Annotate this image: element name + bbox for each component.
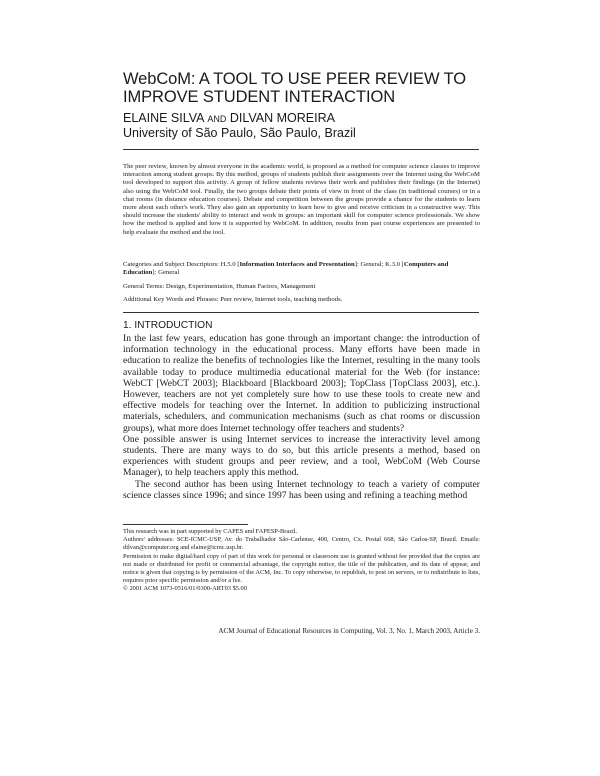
category-bold-2: Computers and Education xyxy=(123,261,449,277)
abstract-divider xyxy=(123,312,479,313)
paragraph-2: One possible answer is using Internet services to increase the interactivity level among students. There are many ways to do so, but this article presents a method, based on experiences with student groups and peer review, and a tool, WebCoM (Web Course Manager), to help teachers apply this method. xyxy=(123,433,480,479)
categories-tail: ]: General xyxy=(152,269,180,277)
abstract xyxy=(123,163,480,237)
categories-descriptors xyxy=(123,261,480,277)
abstract-text: The peer review, known by almost everyone in the academic world, is proposed as a method for computer science classes to improve interaction among student groups. By this method, groups of students publish their assignments over the Internet using the WebCoM tool developed to support this activity. A group of fellow students reviews their work and publishes their findings (in the Internet) also using the WebCoM tool. Finally, the two groups debate their points of view in front of the class (in traditional courses) or in a chat rooms (in distance education courses). Debate and competition between the groups provide a chance for the students to learn more about each other's work. They also gain an opportunity to learn how to give and receive criticism in a constructive way. This should increase the students' ability to interact and work in groups: an important skill for computer science professionals. We show how the method is applied and how it is supported by WebCoM. In addition, results from past course experiences are presented to help evaluate the method and the tool. xyxy=(123,163,480,236)
keywords: Additional Key Words and Phrases: Peer review, Internet tools, teaching methods. xyxy=(123,296,343,303)
paper-title xyxy=(123,70,483,106)
footnote-permission: Permission to make digital/hard copy of part of this work for personal or classroom use is granted without fee provided that the copies are not made or distributed for profit or commercial advantage, the copyright notice, the title of the publication, and its date of appear, and notice is given that copying is by permission of the ACM, Inc. To copy otherwise, to republish, to post on servers, or to redistribute to lists, requires prior specific permission and/or a fee. xyxy=(123,552,480,585)
paragraph-3: The second author has been using Internet technology to teach a variety of computer science classes since 1996; and since 1997 has been using and refining a teaching method xyxy=(123,478,480,501)
categories-lead: Categories and Subject Descriptors: H.5.0 [ xyxy=(123,261,240,268)
journal-citation: ACM Journal of Educational Resources in Computing, Vol. 3, No. 1, March 2003, Article 3. xyxy=(218,627,480,635)
footnote-copyright: © 2001 ACM 1073-0516/01/0300-ART03 $5.00 xyxy=(123,585,247,593)
general-terms: General Terms: Design, Experimentation, Human Factors, Management xyxy=(123,283,316,290)
categories-mid: ]: General; K.3.0 [ xyxy=(354,261,404,268)
category-bold-1: Information Interfaces and Presentation xyxy=(239,261,355,268)
title-divider xyxy=(123,149,479,150)
body-text xyxy=(123,333,480,501)
footnotes xyxy=(123,528,480,594)
title-line-1: WebCoM: A TOOL TO USE PEER REVIEW TO xyxy=(123,70,467,88)
affiliation: University of São Paulo, São Paulo, Brazil xyxy=(123,126,356,140)
section-heading: 1. INTRODUCTION xyxy=(123,320,213,331)
author-conjunction: AND xyxy=(207,114,227,124)
footnote-divider xyxy=(123,524,248,525)
author-line xyxy=(123,111,335,127)
author-2: DILVAN MOREIRA xyxy=(229,111,335,125)
footnote-address: Authors' addresses: SCE-ICMC-USP, Av. do Trabalhador São-Carlense, 400, Centro, Cx. Postal 668, São Carlos-SP, Brazil. Emails: dilvan@computer.org and elaine@icmc.usp.br. xyxy=(123,536,480,552)
paragraph-1: In the last few years, education has gone through an important change: the introduction of information technology in the educational process. Many efforts have been made in education to realize the benefits of technologies like the Internet, resulting in the many tools available today to produce multimedia educational material for the Web (for instance: WebCT [WebCT 2003]; Blackboard [Blackboard 2003]; TopClass [TopClass 2003], etc.). However, teachers are not yet completely sure how to use these tools to create new and effective models for teaching over the Internet. In addition to publicizing instructional materials, schedulers, and communication mechanisms (such as chat rooms or discussion groups), what more does Internet technology offer teachers and students? xyxy=(123,333,480,434)
title-line-2: IMPROVE STUDENT INTERACTION xyxy=(123,88,396,106)
footnote-support: This research was in part supported by CAPES and FAPESP-Brazil. xyxy=(123,528,298,535)
author-1: ELAINE SILVA xyxy=(123,111,204,125)
